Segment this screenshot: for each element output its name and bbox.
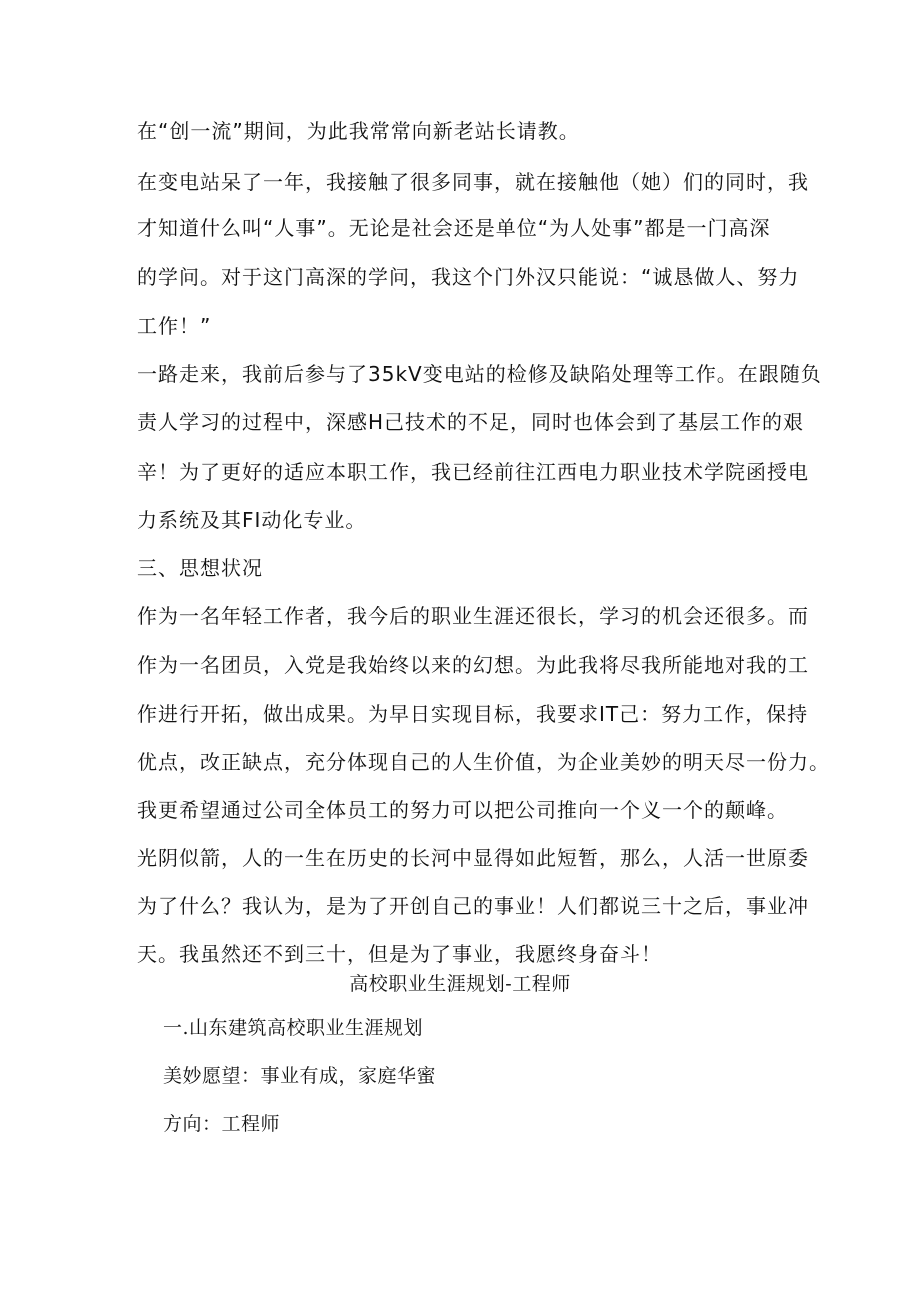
body-line: 天。我虽然还不到三十，但是为了事业，我愿终身奋斗！ <box>137 942 662 966</box>
plan-heading: 一.山东建筑高校职业生涯规划 <box>163 1017 424 1039</box>
plan-line: 方向：工程师 <box>163 1113 281 1135</box>
body-line: 才知道什么叫“人事”。无论是社会还是单位“为人处事”都是一门高深 <box>137 216 771 240</box>
plan-line: 美妙愿望：事业有成，家庭华蜜 <box>163 1065 437 1087</box>
body-line: 作为一名团员，入党是我始终以来的幻想。为此我将尽我所能地对我的工 <box>137 653 809 677</box>
body-line: 力系统及其FI动化专业。 <box>137 508 367 532</box>
body-line: 责人学习的过程中，深感H己技术的不足，同时也体会到了基层工作的艰 <box>137 410 805 434</box>
body-line: 作进行开拓，做出成果。为早日实现目标，我要求IT己：努力工作，保持 <box>137 702 809 726</box>
body-line: 工作！” <box>137 314 212 338</box>
section-heading: 三、思想状况 <box>137 556 263 580</box>
body-line: 在变电站呆了一年，我接触了很多同事，就在接触他（她）们的同时，我 <box>137 170 809 194</box>
body-line: 光阴似箭，人的一生在历史的长河中显得如此短暂，那么，人活一世原委 <box>137 846 809 870</box>
body-line: 作为一名年轻工作者，我今后的职业生涯还很长，学习的机会还很多。而 <box>137 604 809 628</box>
body-line: 一路走来，我前后参与了35kV变电站的检修及缺陷处理等工作。在跟随负 <box>137 362 822 386</box>
body-line: 为了什么？我认为，是为了开创自己的事业！人们都说三十之后，事业冲 <box>137 894 809 918</box>
body-line: 优点，改正缺点，充分体现自己的人生价值，为企业美妙的明天尽一份力。 <box>137 750 830 774</box>
body-line: 我更希望通过公司全体员工的努力可以把公司推向一个义一个的颠峰。 <box>137 798 788 822</box>
section-title: 高校职业生涯规划-工程师 <box>349 973 571 995</box>
body-line: 的学问。对于这门高深的学问，我这个门外汉只能说：“诚恳做人、努力 <box>137 265 800 289</box>
body-line: 在“创一流”期间，为此我常常向新老站长请教。 <box>137 119 580 143</box>
body-line: 辛！为了更好的适应本职工作，我已经前往江西电力职业技术学院函授电 <box>137 460 809 484</box>
